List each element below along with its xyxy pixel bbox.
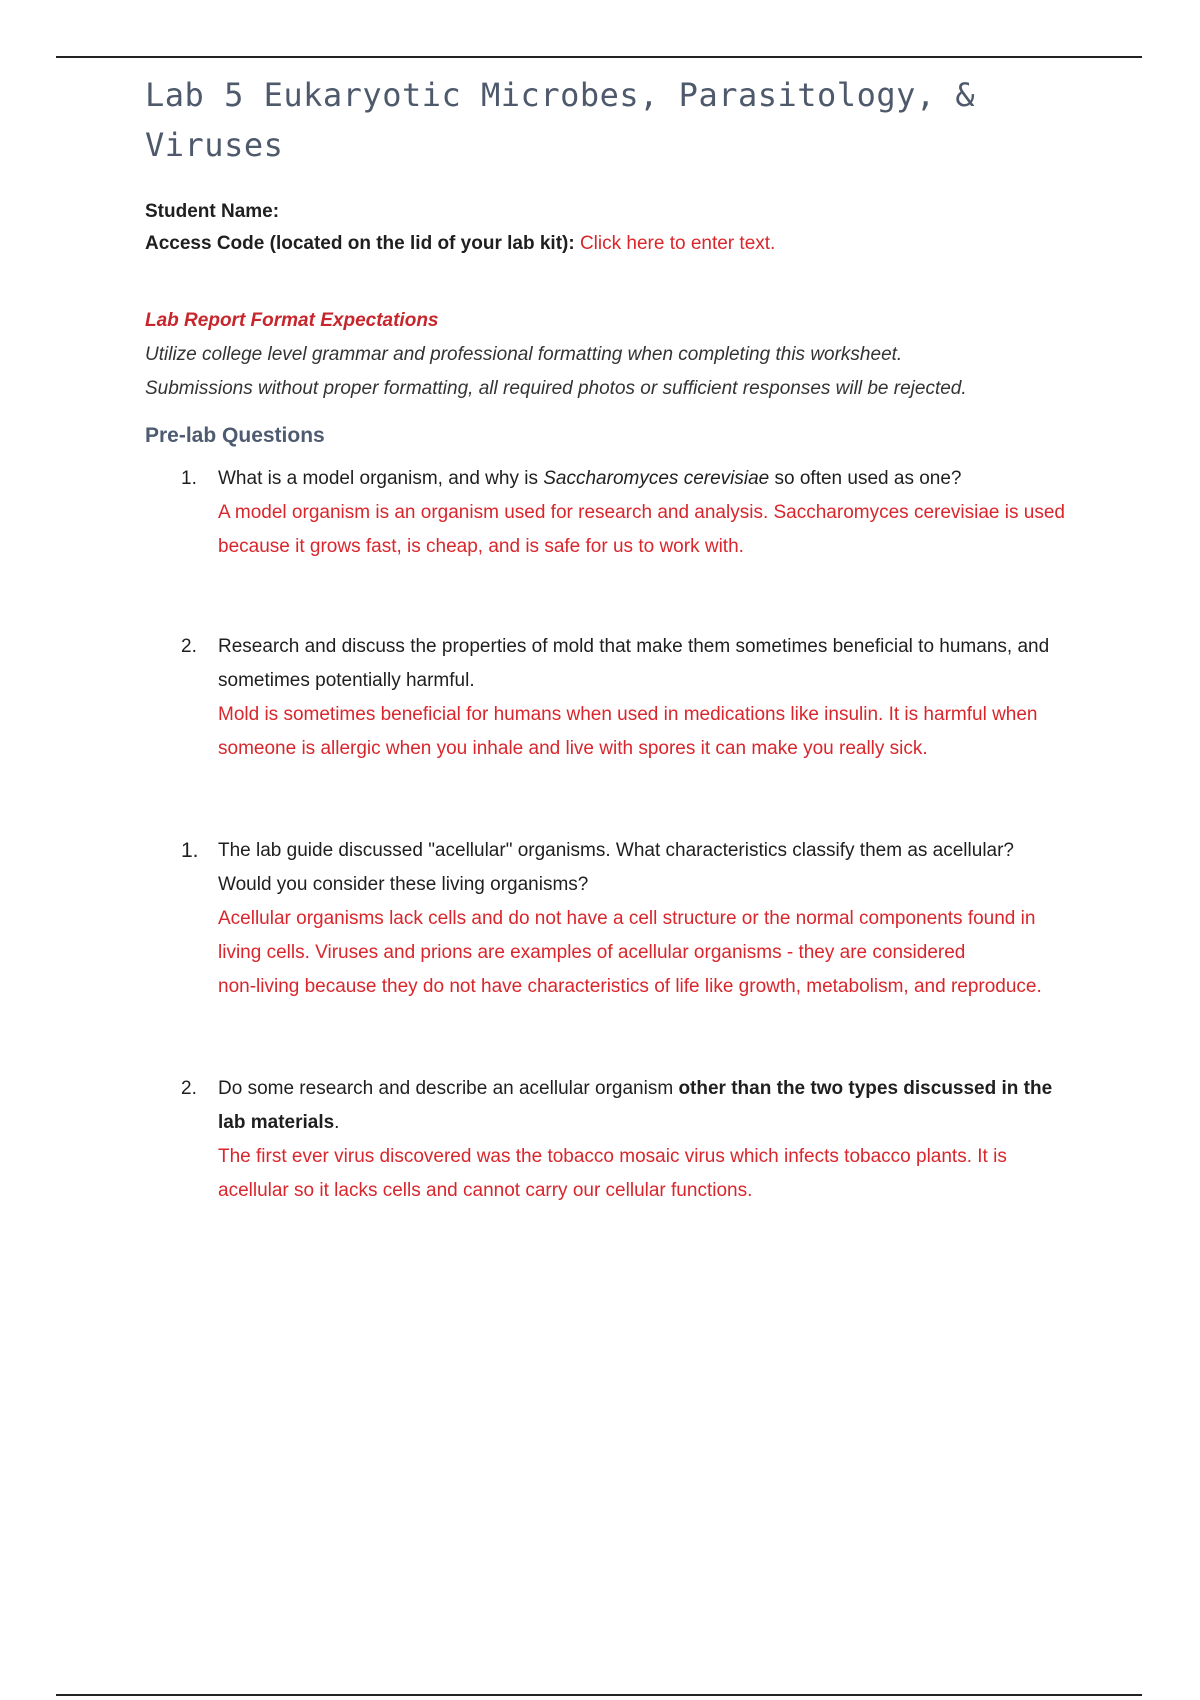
question-number: 1. bbox=[181, 468, 197, 489]
answer-text[interactable]: A model organism is an organism used for research and analysis. Saccharomyces cerevisiae is used because it grows fast, is cheap, and is safe for us to work with. bbox=[218, 502, 1065, 557]
format-expectations-heading: Lab Report Format Expectations bbox=[145, 310, 439, 331]
format-expectations-line-2: Submissions without proper formatting, all required photos or sufficient responses will be rejected. bbox=[145, 378, 967, 399]
student-name-label: Student Name: bbox=[145, 201, 280, 222]
bottom-rule bbox=[56, 1694, 1142, 1696]
format-expectations-line-1: Utilize college level grammar and professional formatting when completing this worksheet. bbox=[145, 344, 903, 365]
worksheet-body bbox=[145, 70, 1065, 1208]
answer-text[interactable]: Acellular organisms lack cells and do not have a cell structure or the normal components found in living cells. Viruses and prions are examples of acellular organisms - they are considered bbox=[218, 908, 1036, 963]
question-text: Do some research and describe an acellular organism other than the two types discussed in the lab materials. bbox=[218, 1078, 1053, 1133]
question-item bbox=[145, 630, 1065, 766]
answer-text-continued[interactable]: non-living because they do not have characteristics of life like growth, metabolism, and reproduce. bbox=[218, 976, 1042, 997]
question-text: What is a model organism, and why is Saccharomyces cerevisiae so often used as one? bbox=[218, 468, 962, 489]
question-text: The lab guide discussed "acellular" organisms. What characteristics classify them as acellular? Would you consider these living organisms? bbox=[218, 840, 1014, 895]
answer-text[interactable]: The first ever virus discovered was the tobacco mosaic virus which infects tobacco plants. It is acellular so it lacks cells and cannot carry our cellular functions. bbox=[218, 1146, 1007, 1201]
question-text: Research and discuss the properties of mold that make them sometimes beneficial to humans, and sometimes potentially harmful. bbox=[218, 636, 1050, 691]
question-list bbox=[145, 462, 1065, 1208]
access-code-field bbox=[145, 228, 1065, 260]
page-title: Lab 5 Eukaryotic Microbes, Parasitology, & Viruses bbox=[145, 76, 976, 164]
question-number: 2. bbox=[181, 1078, 197, 1099]
question-item bbox=[145, 462, 1065, 564]
top-rule bbox=[56, 56, 1142, 58]
question-number: 1. bbox=[181, 839, 199, 862]
question-number: 2. bbox=[181, 636, 197, 657]
access-code-input[interactable]: Click here to enter text. bbox=[579, 233, 776, 254]
access-code-label: Access Code (located on the lid of your lab kit): bbox=[145, 233, 575, 254]
student-name-field bbox=[145, 196, 1065, 228]
prelab-heading: Pre-lab Questions bbox=[145, 424, 325, 447]
question-item bbox=[145, 1072, 1065, 1208]
answer-text[interactable]: Mold is sometimes beneficial for humans when used in medications like insulin. It is harmful when someone is allergic when you inhale and live with spores it can make you really sick. bbox=[218, 704, 1038, 759]
question-item bbox=[145, 834, 1065, 1004]
